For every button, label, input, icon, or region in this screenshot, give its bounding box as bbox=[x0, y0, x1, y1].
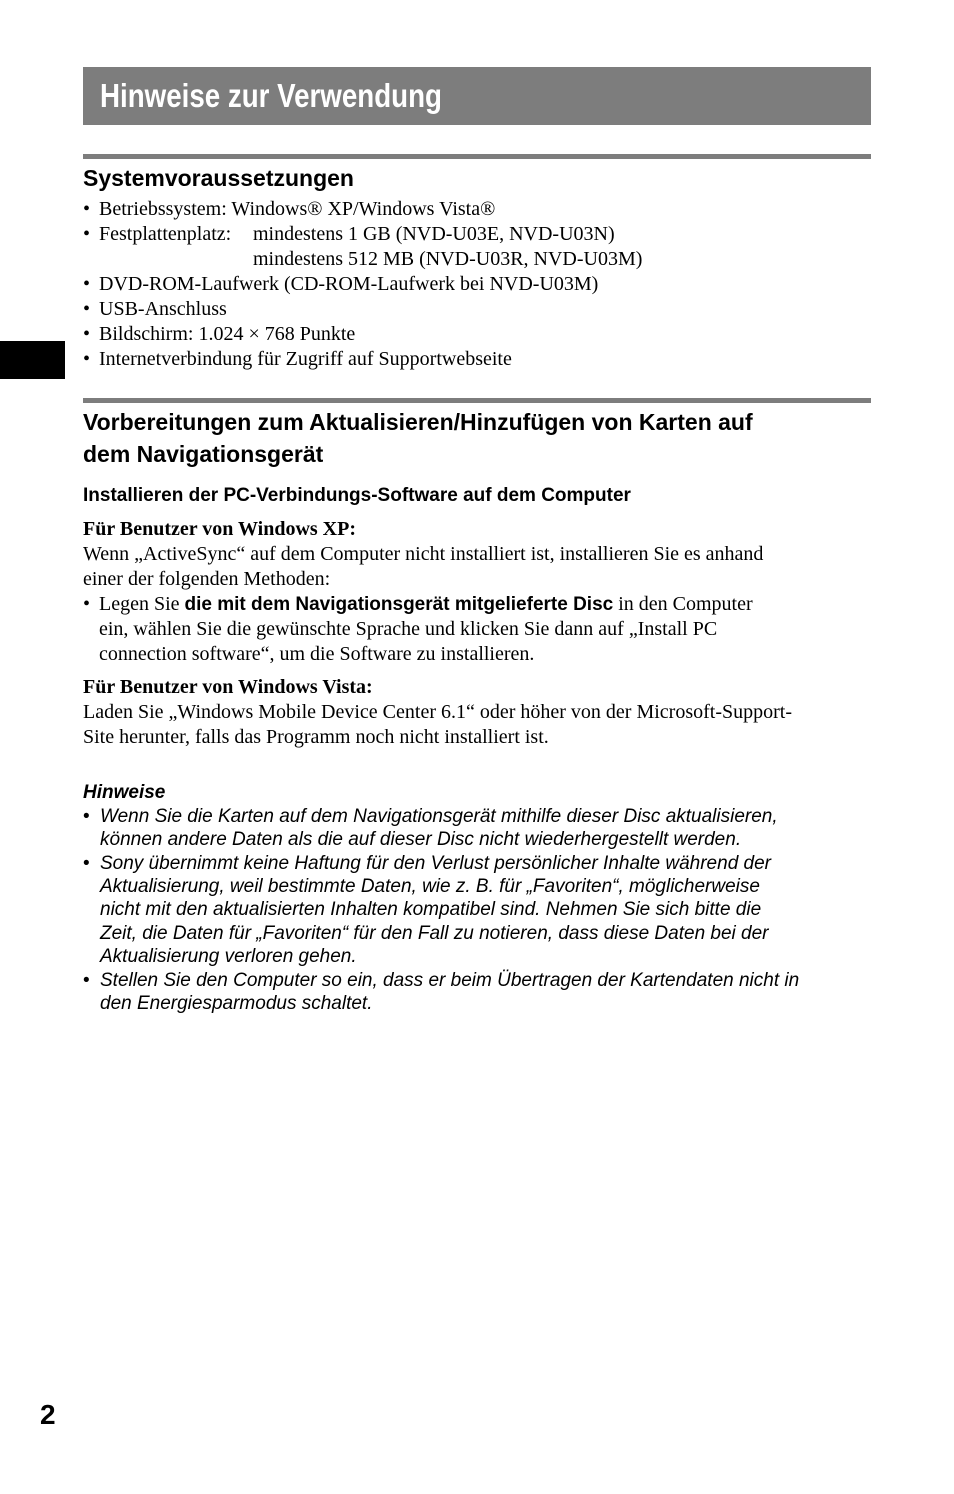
vista-label: Für Benutzer von Windows Vista: bbox=[83, 676, 373, 698]
xp-text: einer der folgenden Methoden: bbox=[83, 568, 331, 590]
system-item: Bildschirm: 1.024 × 768 Punkte bbox=[99, 323, 356, 345]
system-item: DVD-ROM-Laufwerk (CD-ROM-Laufwerk bei NVD-U03M) bbox=[99, 273, 599, 295]
vista-text: Laden Sie „Windows Mobile Device Center 6.1“ oder höher von der Microsoft-Support- bbox=[83, 701, 793, 723]
note-text: Aktualisierung, weil bestimmte Daten, wie z. B. für „Favoriten“, möglicherweise bbox=[100, 876, 760, 897]
bullet: • bbox=[83, 323, 91, 345]
system-item-value: mindestens 1 GB (NVD-U03E, NVD-U03N) bbox=[253, 223, 615, 245]
note-text: nicht mit den aktualisierten Inhalten kompatibel sind. Nehmen Sie sich bitte die bbox=[100, 899, 762, 920]
xp-bullet-line bbox=[99, 592, 753, 617]
vista-text: Site herunter, falls das Programm noch nicht installiert ist. bbox=[83, 726, 549, 748]
xp-text: Wenn „ActiveSync“ auf dem Computer nicht installiert ist, installieren Sie es anhand bbox=[83, 543, 764, 565]
section-heading-prep: Vorbereitungen zum Aktualisieren/Hinzufügen von Karten auf bbox=[83, 409, 753, 435]
note-text: können andere Daten als die auf dieser Disc nicht wiederhergestellt werden. bbox=[100, 829, 742, 850]
bullet: • bbox=[83, 348, 91, 370]
bullet: • bbox=[83, 273, 91, 295]
xp-label: Für Benutzer von Windows XP: bbox=[83, 518, 356, 540]
xp-bullet-text: connection software“, um die Software zu installieren. bbox=[99, 643, 535, 665]
xp-bullet-text: ein, wählen Sie die gewünschte Sprache und klicken Sie dann auf „Install PC bbox=[99, 618, 718, 640]
bullet: • bbox=[83, 970, 90, 991]
section-divider bbox=[83, 154, 871, 159]
section-divider bbox=[83, 398, 871, 403]
system-item-label: Festplattenplatz: bbox=[99, 223, 232, 245]
notes-heading: Hinweise bbox=[83, 782, 166, 803]
subheading-install: Installieren der PC-Verbindungs-Software auf dem Computer bbox=[83, 485, 631, 506]
system-item: Betriebssystem: Windows® XP/Windows Vista® bbox=[99, 198, 496, 220]
xp-bullet-pre: Legen Sie bbox=[99, 593, 185, 615]
section-heading-system: Systemvoraussetzungen bbox=[83, 165, 354, 191]
page-title: Hinweise zur Verwendung bbox=[100, 77, 442, 114]
bullet: • bbox=[83, 806, 90, 827]
bullet: • bbox=[83, 298, 91, 320]
note-text: Stellen Sie den Computer so ein, dass er beim Übertragen der Kartendaten nicht in bbox=[100, 970, 800, 991]
section-heading-prep-cont: dem Navigationsgerät bbox=[83, 441, 324, 467]
system-item-value: mindestens 512 MB (NVD-U03R, NVD-U03M) bbox=[253, 248, 643, 270]
xp-bullet-emphasis: die mit dem Navigationsgerät mitgelieferte Disc bbox=[184, 594, 614, 615]
note-text: Wenn Sie die Karten auf dem Navigationsgerät mithilfe dieser Disc aktualisieren, bbox=[100, 806, 778, 827]
page-title-bar bbox=[83, 67, 871, 125]
note-text: Sony übernimmt keine Haftung für den Verlust persönlicher Inhalte während der bbox=[100, 853, 772, 874]
bullet: • bbox=[83, 223, 91, 245]
note-text: Aktualisierung verloren gehen. bbox=[100, 946, 357, 967]
bullet: • bbox=[83, 198, 91, 220]
bullet: • bbox=[83, 593, 91, 615]
note-text: Zeit, die Daten für „Favoriten“ für den Fall zu notieren, dass diese Daten bei der bbox=[100, 923, 769, 944]
xp-bullet-post: in den Computer bbox=[613, 593, 753, 615]
page-number: 2 bbox=[40, 1399, 56, 1430]
system-item: Internetverbindung für Zugriff auf Supportwebseite bbox=[99, 348, 512, 370]
bullet: • bbox=[83, 853, 90, 874]
note-text: den Energiesparmodus schaltet. bbox=[100, 993, 373, 1014]
chapter-tab-marker bbox=[0, 341, 65, 379]
system-item: USB-Anschluss bbox=[99, 298, 227, 320]
